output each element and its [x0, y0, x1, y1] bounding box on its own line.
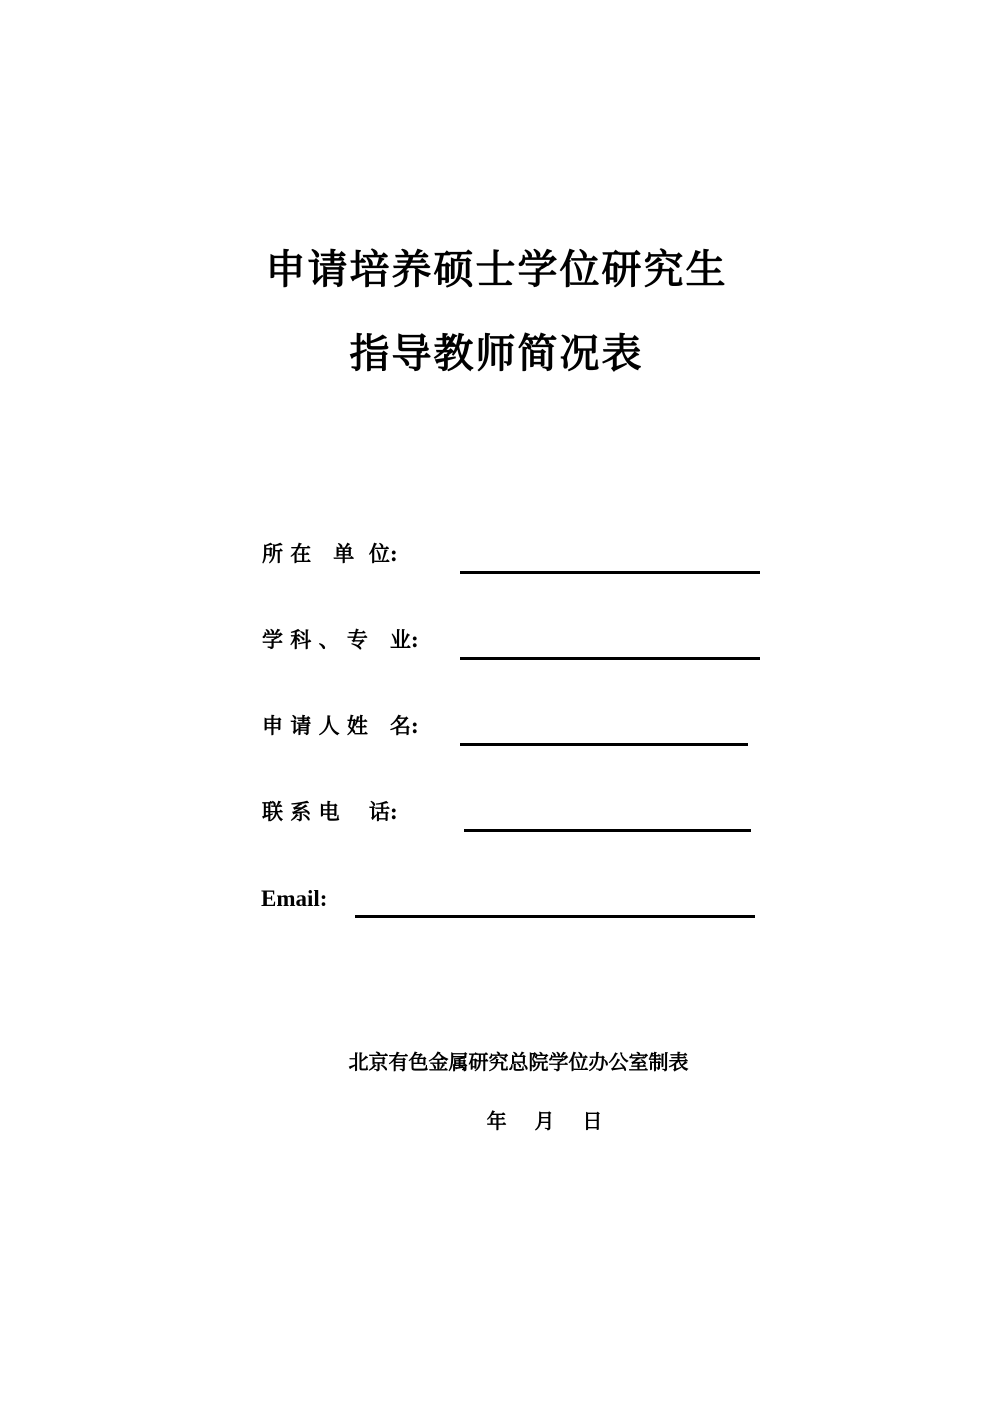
email-field-label: Email: [261, 886, 328, 911]
document-title-line-2: 指导教师简况表 [349, 330, 644, 377]
unit-field-blank-line[interactable] [460, 571, 760, 574]
document-title-line-1: 申请培养硕士学位研究生 [265, 246, 728, 293]
major-field-label: 学 科 、 专 业: [262, 627, 419, 652]
email-field-blank-line[interactable] [355, 915, 755, 918]
phone-field-label: 联 系 电 话: [262, 799, 398, 824]
major-field-blank-line[interactable] [460, 657, 760, 660]
phone-field-blank-line[interactable] [464, 829, 751, 832]
unit-field-label: 所 在 单 位: [262, 541, 398, 566]
issuing-organization: 北京有色金属研究总院学位办公室制表 [348, 1050, 689, 1074]
applicant-name-field-blank-line[interactable] [460, 743, 748, 746]
date-line: 年 月 日 [486, 1109, 603, 1133]
applicant-name-field-label: 申 请 人 姓 名: [262, 713, 419, 738]
